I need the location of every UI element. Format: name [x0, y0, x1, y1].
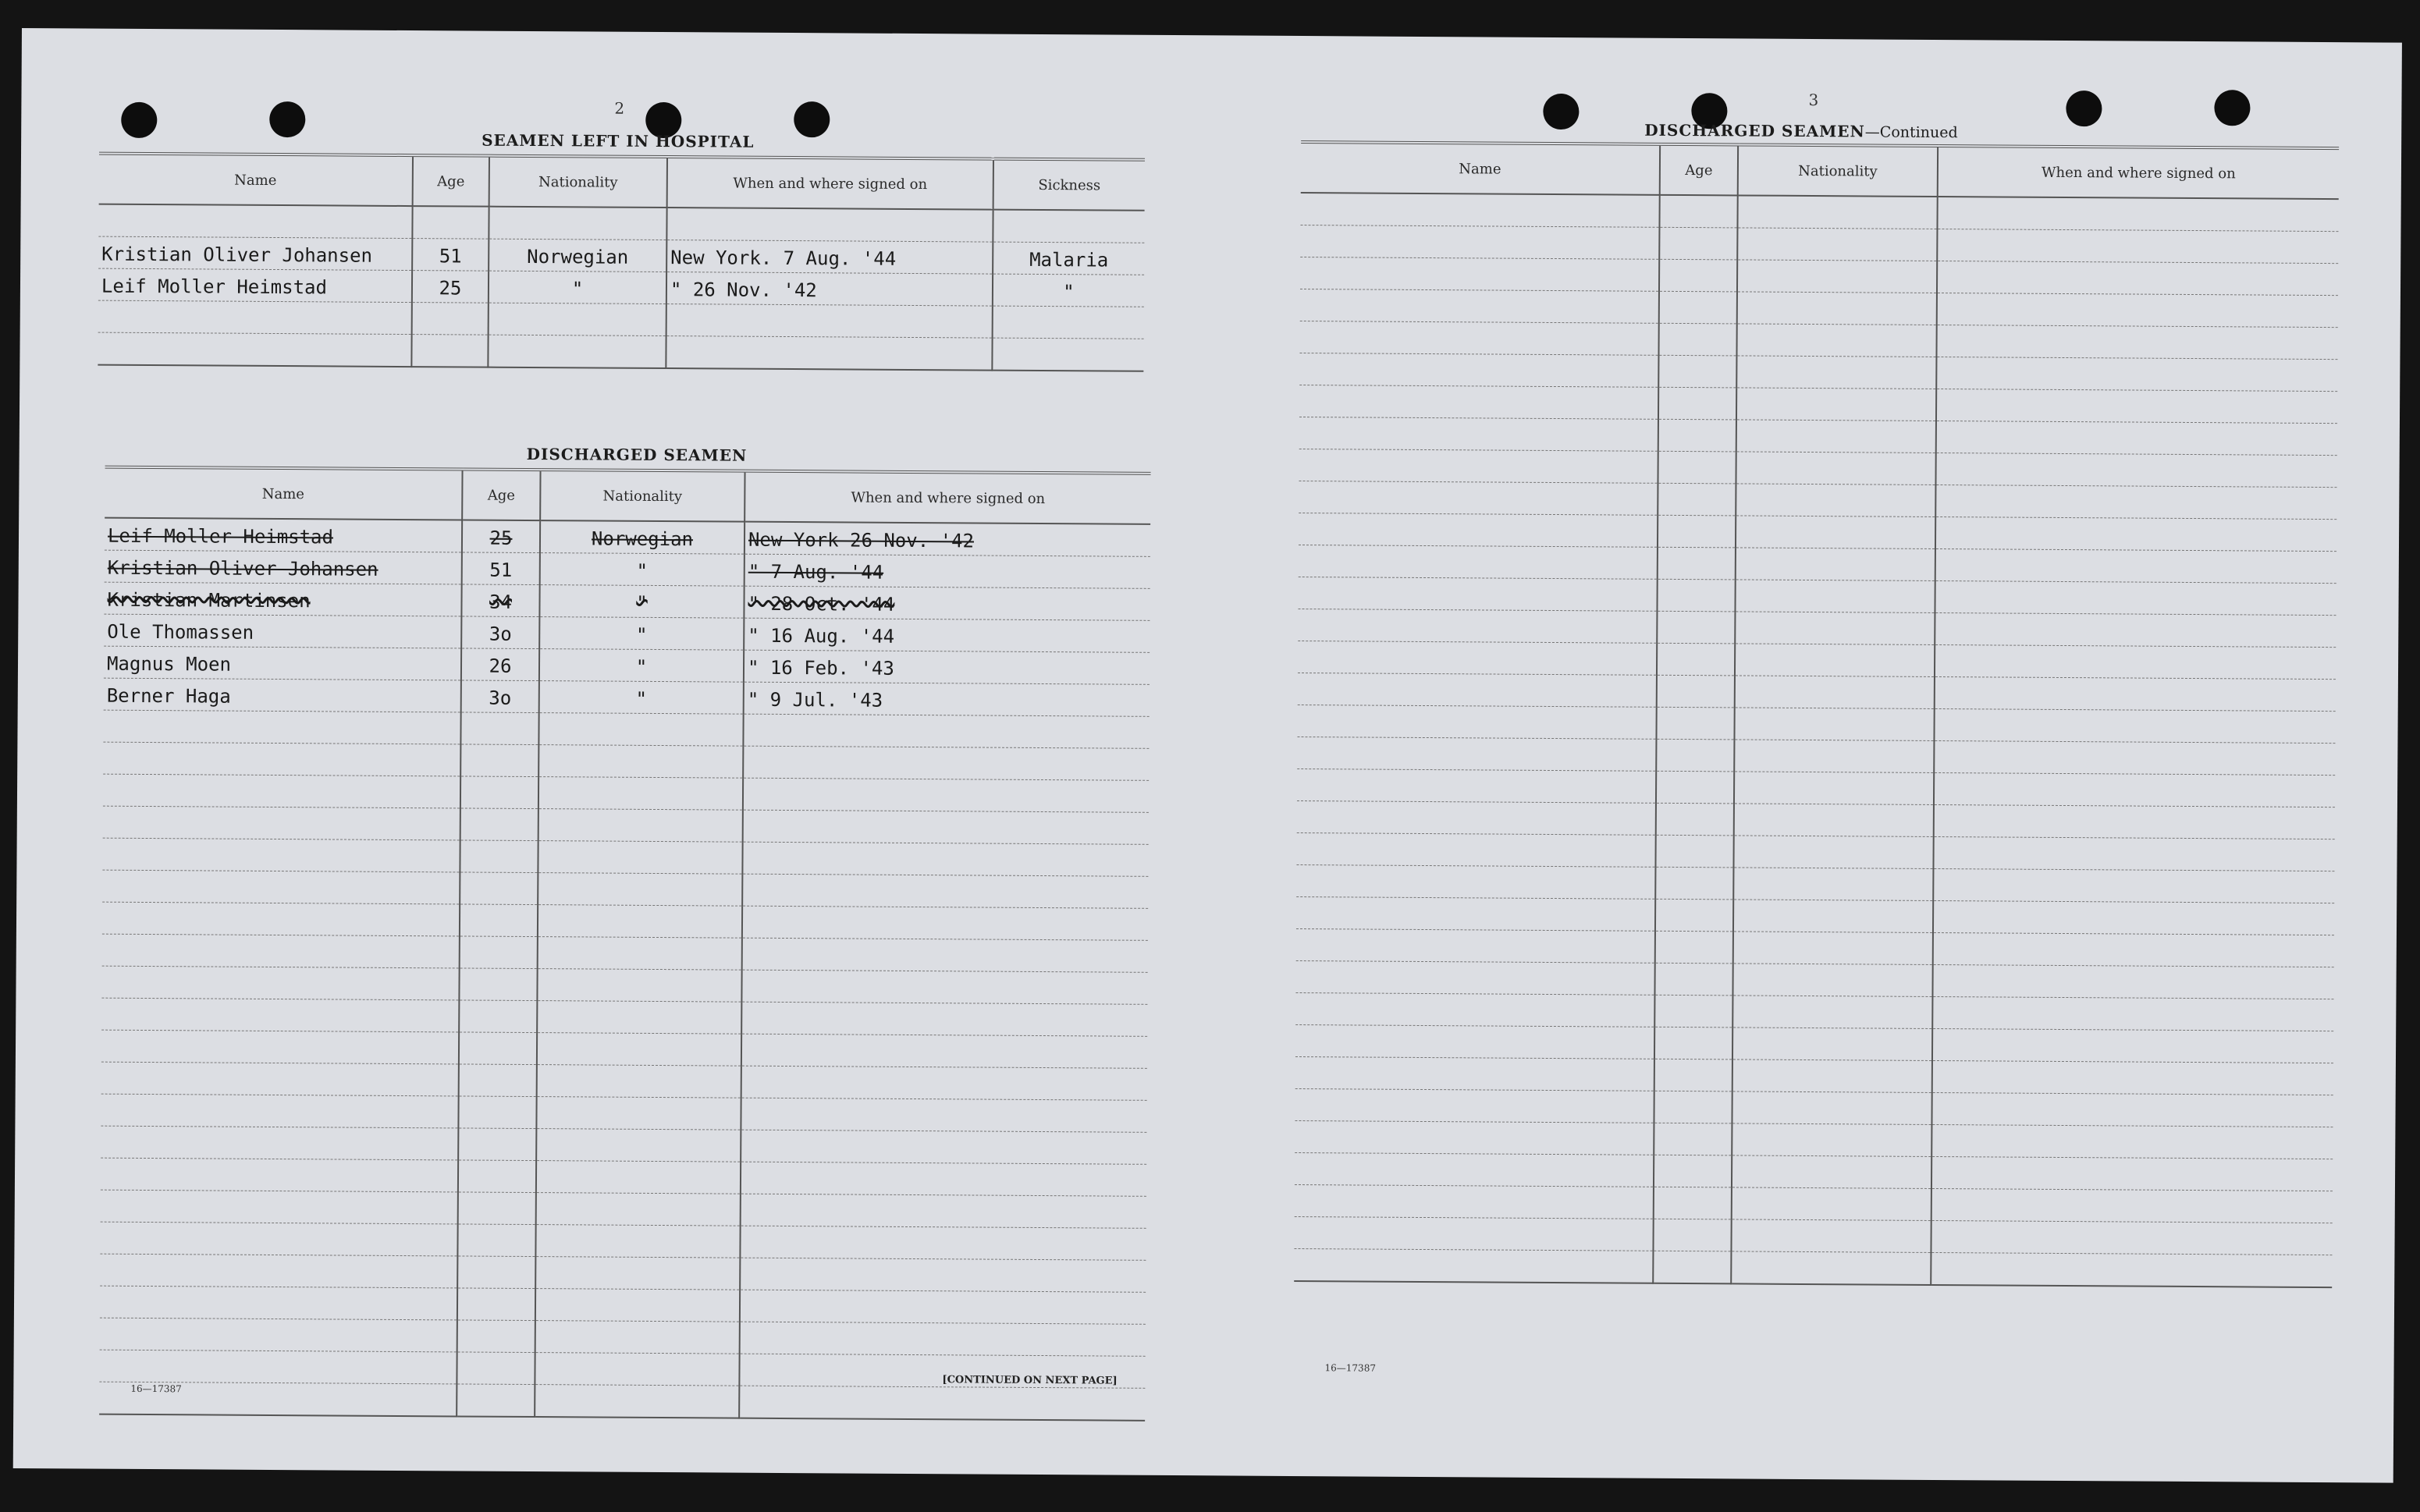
hospital-section-title: SEAMEN LEFT IN HOSPITAL: [482, 130, 755, 151]
column-header-name: Name: [99, 154, 413, 206]
seaman-name: Kristian Martinsen: [104, 582, 461, 616]
signed-on: New York. 7 Aug. '44: [666, 240, 993, 275]
seaman-name: Magnus Moen: [104, 646, 461, 680]
table-row: [105, 518, 1150, 557]
punch-hole: [794, 101, 830, 137]
seaman-age: 51: [462, 552, 540, 585]
seaman-nationality: ": [540, 553, 744, 587]
sickness: ": [993, 274, 1144, 307]
form-sheet: [13, 28, 2402, 1483]
signed-on: " 26 Nov. '42: [666, 272, 993, 307]
section-title-text: DISCHARGED SEAMEN: [1644, 120, 1865, 141]
punch-hole: [269, 101, 305, 137]
column-header-nationality: Nationality: [489, 156, 667, 208]
column-header-signed-on: When and where signed on: [667, 157, 993, 210]
punch-hole: [1543, 94, 1579, 130]
column-header-age: Age: [462, 469, 540, 520]
column-header-signed-on: When and where signed on: [744, 471, 1150, 524]
signed-on: " 16 Aug. '44: [744, 618, 1150, 652]
column-header-age: Age: [1660, 144, 1738, 196]
punch-hole: [2066, 91, 2102, 126]
hospital-table: [98, 152, 1145, 372]
signed-on: " 28 Oct. '44: [744, 586, 1150, 620]
seaman-age: 25: [462, 520, 540, 552]
seaman-nationality: ": [539, 681, 744, 715]
continued-note: [CONTINUED ON NEXT PAGE]: [942, 1374, 1118, 1387]
column-header-name: Name: [1301, 142, 1660, 195]
discharged-table: [99, 466, 1150, 1421]
discharged-continued-table: [1294, 140, 2339, 1288]
seaman-age: 26: [461, 648, 539, 681]
form-number: 16—17387: [1324, 1362, 1377, 1374]
discharged-section-title: DISCHARGED SEAMEN: [526, 444, 748, 465]
seaman-age: 25: [412, 271, 489, 303]
column-header-nationality: Nationality: [540, 470, 744, 522]
seaman-age: 34: [461, 584, 539, 617]
seaman-nationality: ": [539, 617, 744, 651]
punch-hole: [121, 102, 157, 138]
column-header-nationality: Nationality: [1738, 144, 1938, 197]
empty-row: [99, 1382, 1145, 1421]
seaman-nationality: Norwegian: [489, 239, 666, 272]
page-number: 2: [614, 98, 625, 118]
seaman-name: Leif Moller Heimstad: [105, 518, 462, 552]
blank-rows: [1294, 193, 2338, 1287]
blank-rows: [99, 710, 1149, 1421]
section-title-suffix: —Continued: [1864, 123, 1958, 142]
signed-on: New York 26 Nov. '42: [744, 522, 1150, 557]
signed-on: " 9 Jul. '43: [744, 682, 1150, 716]
seaman-nationality: ": [539, 649, 744, 683]
page-number: 3: [1808, 90, 1819, 110]
seaman-nationality: ": [539, 585, 744, 619]
empty-row: [1294, 1248, 2332, 1287]
seaman-age: 51: [412, 239, 489, 272]
seaman-nationality: ": [489, 271, 666, 303]
sickness: Malaria: [993, 242, 1144, 275]
column-header-name: Name: [105, 467, 462, 520]
seaman-name: Ole Thomassen: [104, 614, 461, 648]
column-header-signed-on: When and where signed on: [1938, 146, 2339, 199]
seaman-age: 3o: [461, 680, 539, 713]
column-header-age: Age: [413, 155, 489, 207]
signed-on: " 16 Feb. '43: [744, 650, 1150, 684]
column-header-sickness: Sickness: [993, 159, 1145, 211]
seaman-name: Leif Moller Heimstad: [98, 268, 412, 302]
seaman-nationality: Norwegian: [540, 520, 744, 554]
signed-on: " 7 Aug. '44: [744, 554, 1150, 588]
seaman-name: Kristian Oliver Johansen: [105, 550, 462, 584]
punch-hole: [2214, 90, 2250, 126]
seaman-name: Berner Haga: [104, 678, 461, 712]
seaman-age: 3o: [461, 616, 539, 649]
continued-section-title: [1644, 121, 1958, 141]
form-number: 16—17387: [130, 1382, 182, 1395]
seaman-name: Kristian Oliver Johansen: [98, 236, 412, 270]
